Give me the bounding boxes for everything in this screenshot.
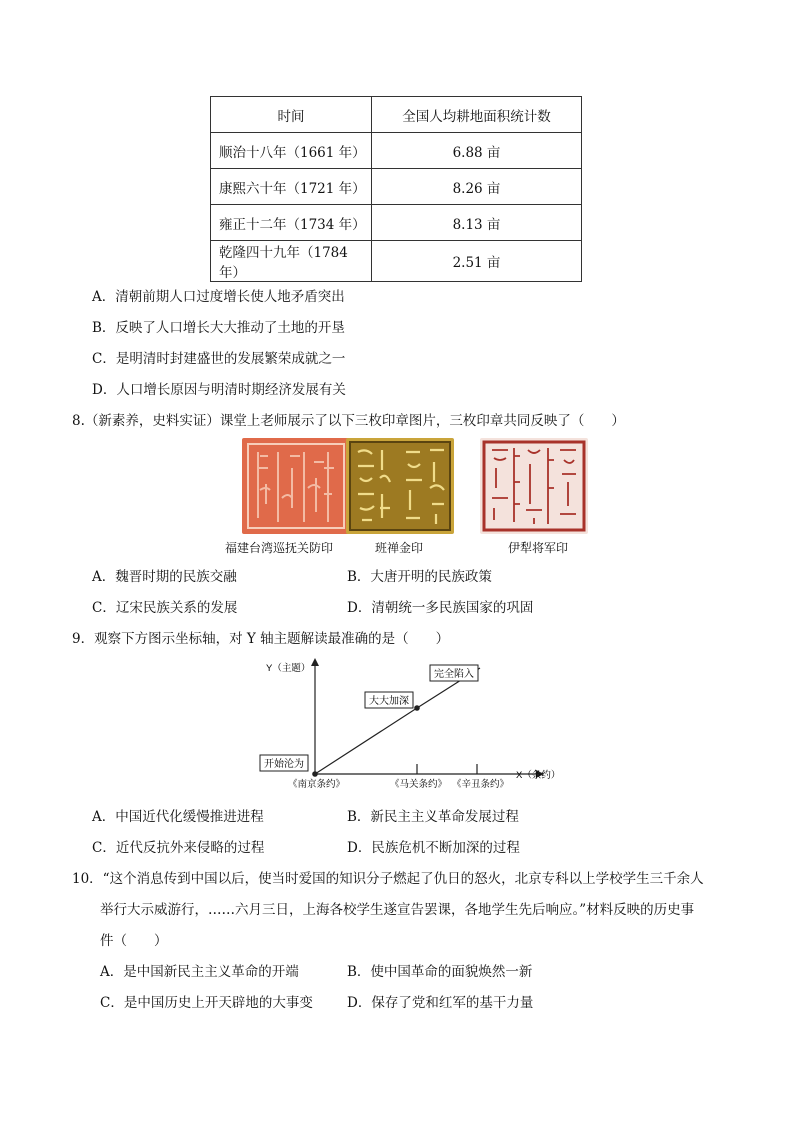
q8-option-d: D．清朝统一多民族国家的巩固	[347, 600, 534, 616]
data-point	[414, 705, 420, 711]
q8-option-c: C．辽宋民族关系的发展	[92, 600, 238, 616]
q9-option-a: A．中国近代化缓慢推进进程	[92, 809, 264, 825]
q10-option-b: B．使中国革命的面貌焕然一新	[347, 964, 533, 980]
q10-option-a: A．是中国新民主主义革命的开端	[100, 964, 299, 980]
q9-option-b: B．新民主主义革命发展过程	[347, 809, 519, 825]
seal-image-panchen	[346, 438, 454, 534]
x-axis-label: X（条约）	[516, 770, 561, 781]
seal-caption: 伊犁将军印	[508, 541, 569, 555]
q8-stem: 8.（新素养，史料实证）课堂上老师展示了以下三枚印章图片，三枚印章共同反映了（ ）	[72, 413, 625, 429]
table-cell: 康熙六十年（1721 年）	[211, 169, 372, 205]
q10-stem-line3: 件（ ）	[100, 933, 168, 949]
table-row	[211, 133, 582, 169]
seal-image-fujian-taiwan	[242, 438, 350, 534]
q7-option-a: A．清朝前期人口过度增长使人地矛盾突出	[92, 289, 345, 305]
table-row	[211, 169, 582, 205]
table-cell: 8.26 亩	[372, 169, 582, 205]
x-tick-label: 《辛丑条约》	[452, 779, 510, 790]
seal-caption: 班禅金印	[375, 541, 424, 555]
table-header: 时间	[211, 97, 372, 133]
seal-caption: 福建台湾巡抚关防印	[225, 541, 334, 555]
axis-diagram	[250, 656, 590, 791]
table-row	[211, 241, 582, 282]
seal-image-yili	[480, 438, 588, 534]
q7-option-c: C．是明清时封建盛世的发展繁荣成就之一	[92, 351, 346, 367]
data-point	[312, 771, 318, 777]
table-cell: 8.13 亩	[372, 205, 582, 241]
table-header-row	[211, 97, 582, 133]
q7-option-b: B．反映了人口增长大大推动了土地的开垦	[92, 320, 345, 336]
table-cell: 6.88 亩	[372, 133, 582, 169]
y-axis-arrow-icon	[311, 658, 319, 666]
table-cell: 顺治十八年（1661 年）	[211, 133, 372, 169]
box-label-start: 开始沦为	[264, 759, 304, 770]
table-cell: 雍正十二年（1734 年）	[211, 205, 372, 241]
table-header: 全国人均耕地面积统计数	[372, 97, 582, 133]
q7-option-d: D．人口增长原因与明清时期经济发展有关	[92, 382, 346, 398]
q10-stem-line1: 10．“这个消息传到中国以后，使当时爱国的知识分子燃起了仇日的怒火，北京专科以上学校学生三千余人	[72, 871, 704, 887]
table-cell: 乾隆四十九年（1784 年）	[211, 241, 372, 282]
x-tick-label: 《马关条约》	[390, 779, 448, 790]
q8-option-b: B．大唐开明的民族政策	[347, 569, 492, 585]
q9-stem: 9．观察下方图示坐标轴，对 Y 轴主题解读最准确的是（ ）	[72, 631, 450, 647]
box-label-deepen: 大大加深	[369, 696, 409, 707]
y-axis-label: Y（主题）	[266, 663, 311, 674]
table-cell: 2.51 亩	[372, 241, 582, 282]
x-tick-label: 《南京条约》	[288, 779, 346, 790]
q9-option-c: C．近代反抗外来侵略的过程	[92, 840, 265, 856]
q10-option-c: C．是中国历史上开天辟地的大事变	[100, 995, 313, 1011]
trend-line	[315, 668, 480, 774]
table-row	[211, 205, 582, 241]
population-table	[210, 96, 582, 282]
q10-option-d: D．保存了党和红军的基干力量	[347, 995, 534, 1011]
q10-stem-line2: 举行大示威游行，……六月三日，上海各校学生遂宣告罢课，各地学生先后响应。”材料反映的历史事	[100, 902, 695, 918]
box-label-fully: 完全陷入	[434, 669, 474, 680]
q8-option-a: A．魏晋时期的民族交融	[92, 569, 237, 585]
q9-option-d: D．民族危机不断加深的过程	[347, 840, 520, 856]
